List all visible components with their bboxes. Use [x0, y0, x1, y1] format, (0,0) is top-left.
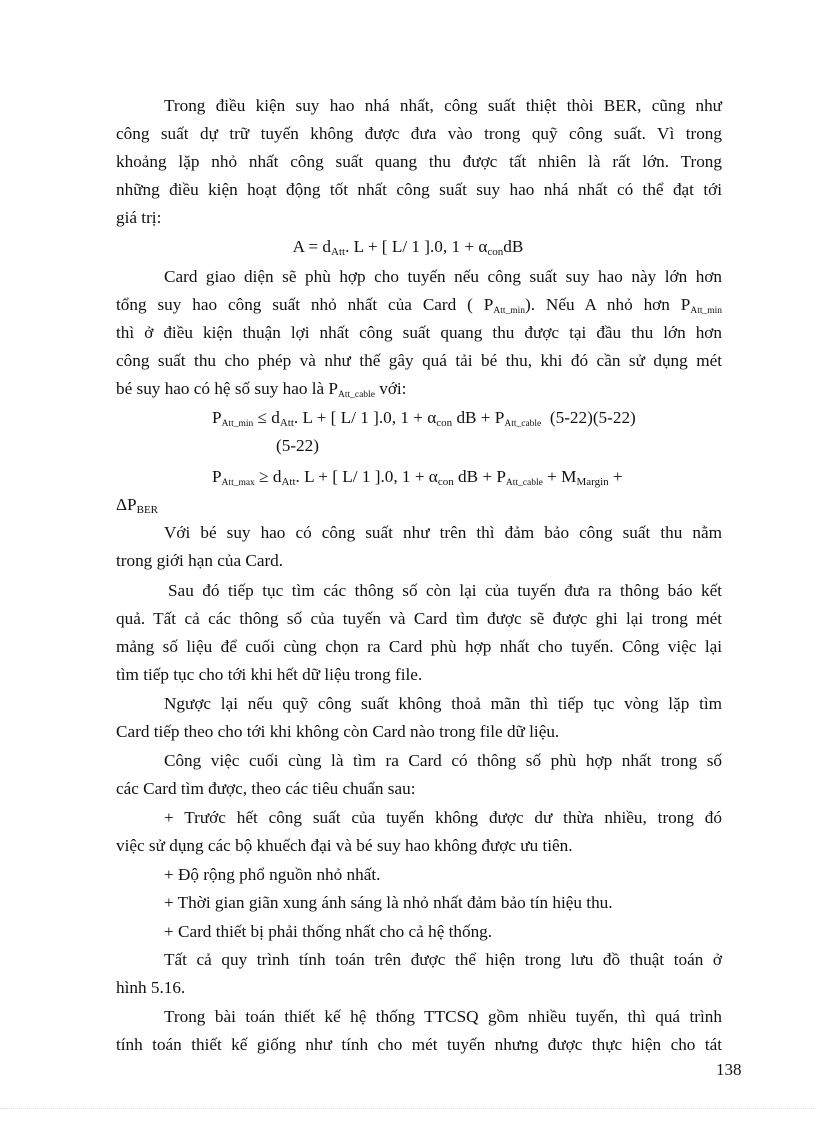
- text-line: Card tiếp theo cho tới khi không còn Card nào trong file dữ liệu.: [116, 722, 560, 741]
- text-line: Ngược lại nếu quỹ công suất không thoả mãn thì tiếp tục vòng lặp tìm: [164, 694, 722, 713]
- list-item: + Card thiết bị phải thống nhất cho cả hệ thống.: [164, 922, 493, 941]
- text-line: trong giới hạn của Card.: [116, 551, 284, 570]
- text-line: hình 5.16.: [116, 978, 186, 997]
- text-line: tìm tiếp tục cho tới khi hết dữ liệu trong file.: [116, 665, 423, 684]
- text-line: quả. Tất cả các thông số của tuyến và Card tìm được sẽ được ghi lại trong mét: [116, 609, 722, 628]
- text-line: Công việc cuối cùng là tìm ra Card có thông số phù hợp nhất trong số: [164, 751, 722, 770]
- text-line: giá trị:: [116, 208, 162, 227]
- text-line: tính toán thiết kế giống như tính cho mét tuyến nhưng được thực hiện cho tát: [116, 1035, 722, 1054]
- text-line-be: bé suy hao có hệ số suy hao là $P_{Att\_cable}$ với:: [116, 379, 407, 400]
- formula-a: $A = d_{Att}$. L + [ L/ 1 ].0, $1 + \alpha_{con}dB$: [292, 237, 524, 258]
- text-line: Trong bài toán thiết kế hệ thống TTCSQ gồm nhiều tuyến, thì quá trình: [164, 1007, 722, 1026]
- text-line: Tất cả quy trình tính toán trên được thể hiện trong lưu đồ thuật toán ở: [164, 950, 722, 969]
- text-line: việc sử dụng các bộ khuếch đại và bé suy hao không được ưu tiên.: [116, 836, 573, 855]
- formula-max: $P_{Att\_max} \ge d_{Att}$. L + [ L/ 1 ].0, $1 + \alpha_{con}$ dB + $P_{Att\_cable} + M_{Margin}$ +: [212, 467, 623, 488]
- text-line: những điều kiện hoạt động tốt nhất công suất suy hao nhá nhất có thể đạt tới: [116, 180, 722, 199]
- list-item: + Độ rộng phổ nguồn nhỏ nhất.: [164, 865, 381, 884]
- page-number: 138: [716, 1060, 742, 1079]
- text-line: Card giao diện sẽ phù hợp cho tuyến nếu công suất suy hao này lớn hơn: [164, 267, 722, 286]
- text-line: các Card tìm được, theo các tiêu chuẩn sau:: [116, 779, 416, 798]
- formula-min: $P_{Att\_min} \le d_{Att}$. L + [ L/ 1 ].0, $1 + \alpha_{con}$ dB + $P_{Att\_cable}$ (5-22)(5-22): [212, 408, 636, 429]
- equation-number: (5-22)(5-22): [549, 408, 636, 427]
- equation-number: (5-22): [276, 436, 319, 455]
- list-item: + Trước hết công suất của tuyến không được dư thừa nhiều, trong đó: [164, 808, 722, 827]
- text-line: thì ở điều kiện thuận lợi nhất công suất quang thu được tại đầu thu lớn hơn: [116, 323, 722, 342]
- text-line: công suất thu cho phép và như thế gây quá tải bé thu, khi đó cần sử dụng mét: [116, 351, 722, 370]
- text-line: khoảng lặp nhỏ nhất công suất quang thu được tất nhiên là rất lớn. Trong: [116, 152, 722, 171]
- formula-delta-ber: $\Delta P_{BER}$: [116, 495, 159, 516]
- text-line-tong: tổng suy hao công suất nhỏ nhất của Card ( $P_{Att\_min}$). Nếu A nhỏ hơn $P_{Att\_min}$: [116, 295, 722, 316]
- text-line: mảng số liệu để cuối cùng chọn ra Card phù hợp nhất cho tuyến. Công việc lại: [116, 637, 722, 656]
- text-line: Sau đó tiếp tục tìm các thông số còn lại của tuyến đưa ra thông báo kết: [168, 581, 722, 600]
- footer-divider: [0, 1108, 816, 1109]
- list-item: + Thời gian giãn xung ánh sáng là nhỏ nhất đảm bảo tín hiệu thu.: [164, 893, 613, 912]
- text-line: công suất dự trữ tuyến không được đưa vào trong quỹ công suất. Vì trong: [116, 124, 722, 143]
- text-line: Với bé suy hao có công suất như trên thì đảm bảo công suất thu nằm: [164, 523, 722, 542]
- text-line: Trong điều kiện suy hao nhá nhất, công suất thiệt thòi BER, cũng như: [164, 96, 722, 115]
